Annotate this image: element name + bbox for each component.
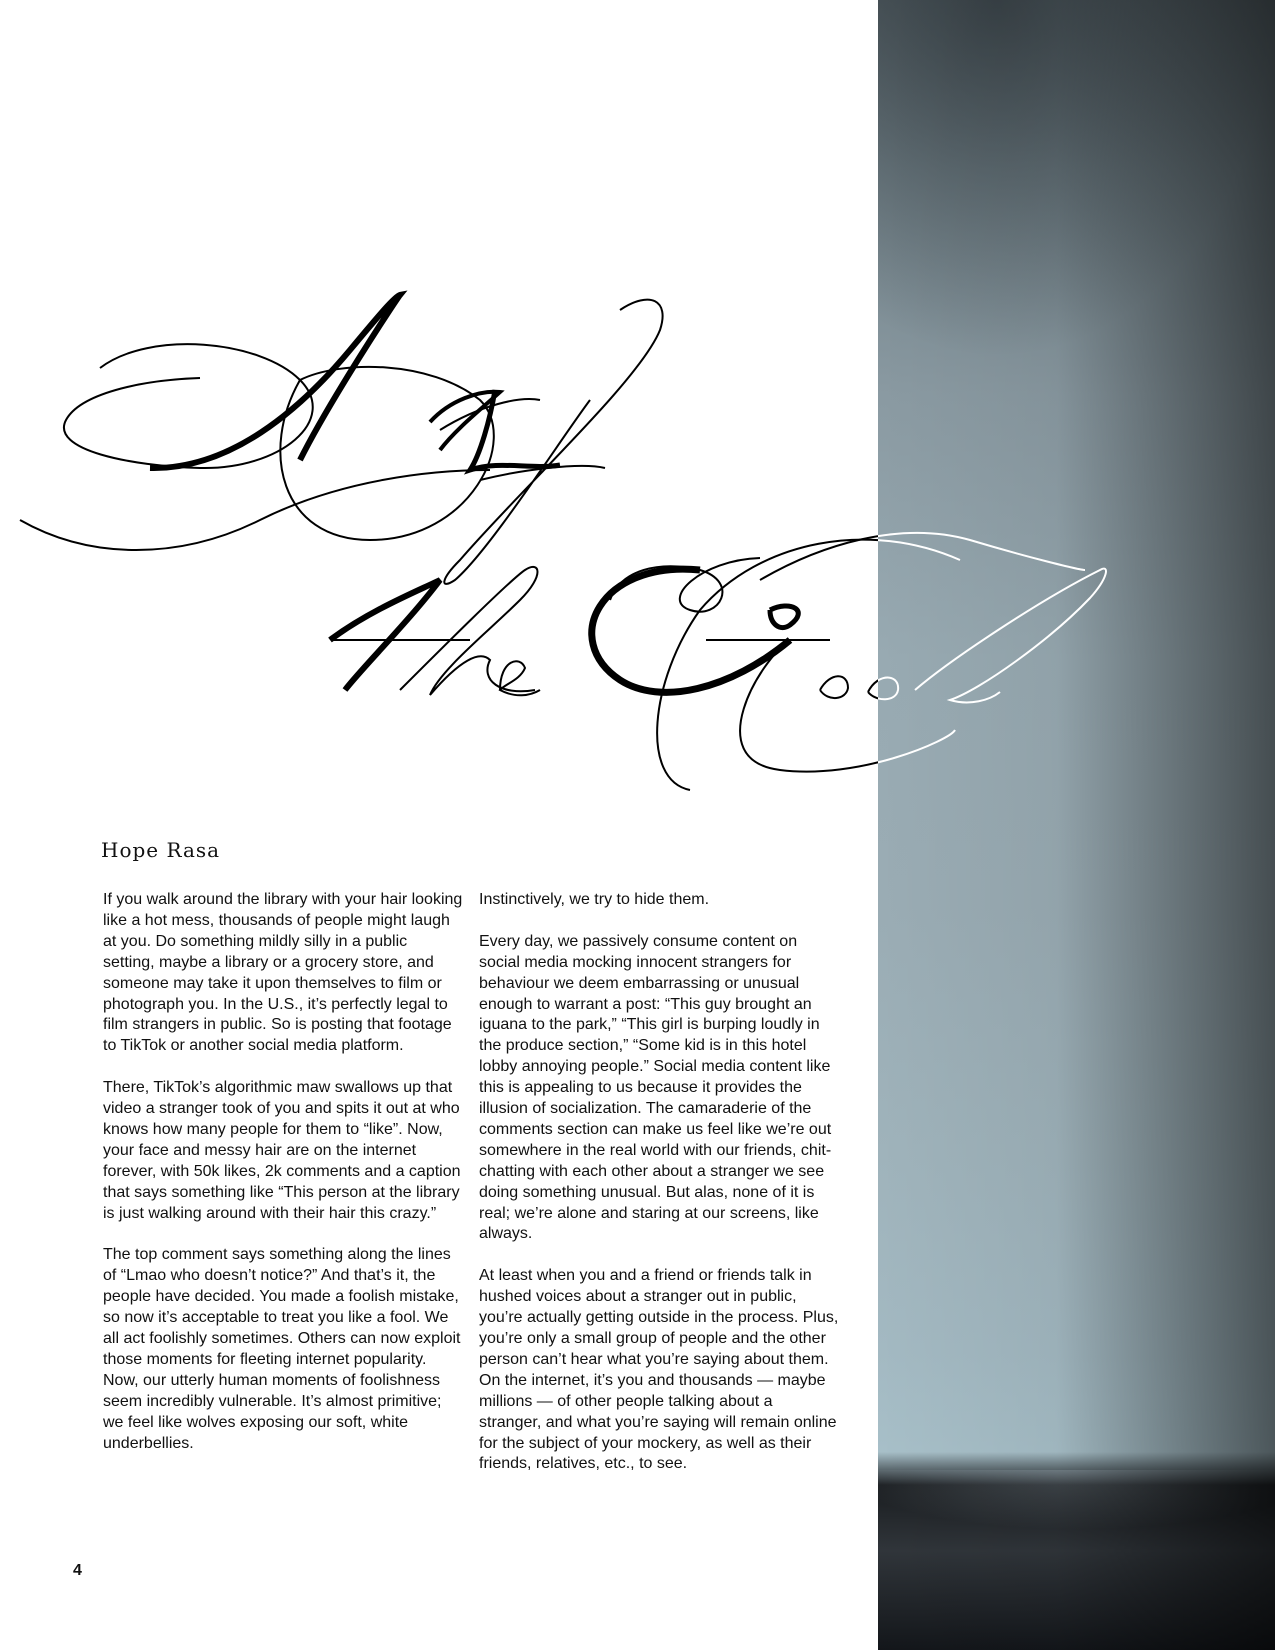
paragraph: Every day, we passively consume content on social media mocking innocent strangers for behaviour we deem embarrassing or unusual enough to warrant a post: “This guy brought an iguana to the park,” “This girl is burping loudly in the produce section,” “Some kid is in this hotel lobby annoying people.” Social media content like this is appealing to us because it provides the illusion of socialization. The camaraderie of the comments section can make us feel like we’re out somewhere in the real world with our friends, chit-chatting with each other about a stranger we see doing something unusual. But alas, none of it is real; we’re alone and staring at our screens, like always.: [479, 932, 832, 1243]
article-column-right: [479, 890, 839, 1496]
script-title-light-strokes: [20, 295, 1106, 790]
cover-photo-panel: [878, 0, 1275, 1650]
paragraph: The top comment says something along the lines of “Lmao who doesn’t notice?” And that’s it, the people have decided. You made a foolish mistake, so now it’s acceptable to treat you like a fool. We all act foolishly sometimes. Others can now exploit those moments for fleeting internet popularity. Now, our utterly human moments of foolishness seem incredibly vulnerable. It’s almost primitive; we feel like wolves exposing our soft, white underbellies.: [103, 1246, 461, 1452]
paragraph: At least when you and a friend or friends talk in hushed voices about a stranger out in public, you’re actually getting outside in the process. Plus, you’re only a small group of people and the other person can’t hear what you’re saying about them. On the internet, it’s you and thousands — maybe millions — of other people talking about a stranger, and what you’re saying will remain online for the subject of your mockery, as well as their friends, relatives, etc., to see.: [479, 1267, 839, 1473]
author-byline: Hope Rasa: [101, 838, 221, 862]
script-title-dark-strokes: [20, 295, 1106, 790]
paragraph: If you walk around the library with your hair looking like a hot mess, thousands of people might laugh at you. Do something mildly silly in a public setting, maybe a library or a grocery store, and someone may take it upon themselves to film or photograph you. In the U.S., it’s perfectly legal to film strangers in public. So is posting that footage to TikTok or another social media platform.: [103, 891, 463, 1055]
article-column-left: [103, 890, 463, 1475]
photo-vignette: [878, 0, 1275, 1650]
script-title-art: [0, 260, 1275, 800]
page-number: 4: [73, 1562, 82, 1579]
paragraph: Instinctively, we try to hide them.: [479, 891, 710, 908]
paragraph: There, TikTok’s algorithmic maw swallows up that video a stranger took of you and spits it out at who knows how many people for them to “like”. Now, your face and messy hair are on the internet forever, with 50k likes, 2k comments and a caption that says something like “This person at the library is just walking around with their hair this crazy.”: [103, 1079, 461, 1222]
